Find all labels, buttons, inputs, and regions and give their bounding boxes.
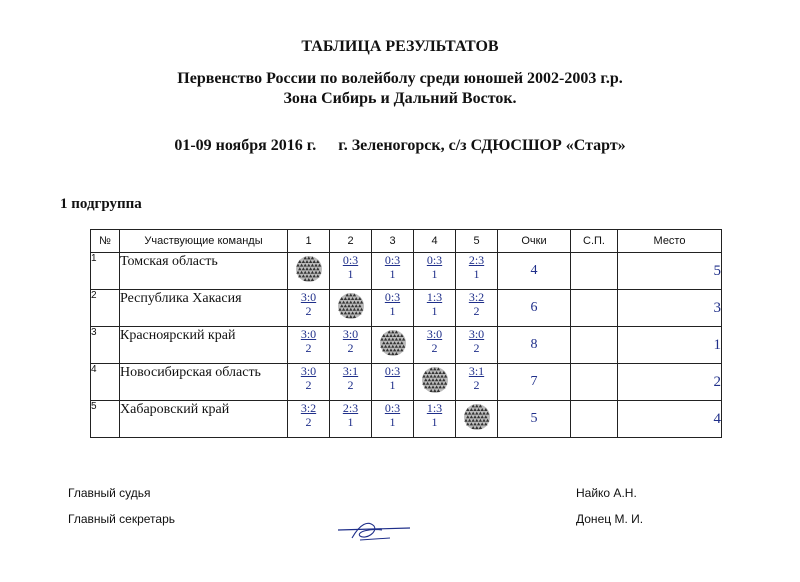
total-points: 4 bbox=[498, 253, 571, 290]
results-table bbox=[90, 229, 722, 438]
final-place: 2 bbox=[618, 364, 722, 401]
chief-secretary-name: Донец М. И. bbox=[576, 512, 644, 526]
match-points: 1 bbox=[431, 267, 438, 281]
match-score: 3:1 bbox=[342, 364, 359, 378]
final-place: 5 bbox=[618, 253, 722, 290]
match-points: 2 bbox=[431, 341, 438, 355]
header-row bbox=[91, 230, 722, 253]
match-result-cell bbox=[456, 253, 498, 290]
final-place: 1 bbox=[618, 327, 722, 364]
chief-judge-label: Главный судья bbox=[68, 486, 151, 500]
self-match-pattern-icon bbox=[295, 255, 323, 283]
match-points: 2 bbox=[473, 378, 480, 392]
self-match-pattern-icon bbox=[421, 366, 449, 394]
row-number: 3 bbox=[91, 327, 120, 364]
self-match-cell bbox=[288, 253, 330, 290]
match-points: 1 bbox=[389, 267, 396, 281]
match-points: 2 bbox=[473, 304, 480, 318]
match-points: 2 bbox=[347, 378, 354, 392]
match-result-cell bbox=[288, 364, 330, 401]
subgroup-label: 1 подгруппа bbox=[60, 196, 142, 212]
match-score: 3:0 bbox=[300, 364, 317, 378]
self-match-cell bbox=[372, 327, 414, 364]
self-match-cell bbox=[414, 364, 456, 401]
match-points: 1 bbox=[389, 378, 396, 392]
total-points: 5 bbox=[498, 401, 571, 438]
match-score: 0:3 bbox=[384, 364, 401, 378]
header-col-5: 5 bbox=[456, 230, 498, 253]
match-score: 0:3 bbox=[342, 253, 359, 267]
signature-mark bbox=[330, 514, 425, 546]
match-score: 1:3 bbox=[426, 401, 443, 415]
header-col-number: № bbox=[91, 230, 120, 253]
match-result-cell bbox=[330, 327, 372, 364]
header-col-teams: Участвующие команды bbox=[120, 230, 288, 253]
table-row bbox=[91, 327, 722, 364]
row-number: 1 bbox=[91, 253, 120, 290]
self-match-pattern-icon bbox=[337, 292, 365, 320]
match-points: 2 bbox=[305, 378, 312, 392]
team-name: Хабаровский край bbox=[120, 401, 288, 438]
match-points: 1 bbox=[473, 267, 480, 281]
match-result-cell bbox=[456, 290, 498, 327]
match-score: 3:0 bbox=[300, 327, 317, 341]
match-score: 3:1 bbox=[468, 364, 485, 378]
team-name: Красноярский край bbox=[120, 327, 288, 364]
match-result-cell bbox=[372, 253, 414, 290]
match-score: 0:3 bbox=[384, 290, 401, 304]
match-points: 1 bbox=[389, 415, 396, 429]
final-place: 3 bbox=[618, 290, 722, 327]
final-place: 4 bbox=[618, 401, 722, 438]
results-body bbox=[91, 253, 722, 438]
total-points: 7 bbox=[498, 364, 571, 401]
championship-name: Первенство России по волейболу среди юношей 2002-2003 г.р. bbox=[177, 70, 623, 87]
sets-ratio bbox=[571, 401, 618, 438]
match-score: 0:3 bbox=[426, 253, 443, 267]
date-venue-line bbox=[0, 137, 800, 155]
header-col-4: 4 bbox=[414, 230, 456, 253]
match-points: 2 bbox=[305, 415, 312, 429]
match-result-cell bbox=[372, 364, 414, 401]
match-points: 2 bbox=[305, 341, 312, 355]
match-result-cell bbox=[330, 364, 372, 401]
header-col-1: 1 bbox=[288, 230, 330, 253]
header-col-3: 3 bbox=[372, 230, 414, 253]
table-row bbox=[91, 290, 722, 327]
row-number: 2 bbox=[91, 290, 120, 327]
self-match-cell bbox=[456, 401, 498, 438]
sets-ratio bbox=[571, 290, 618, 327]
row-number: 5 bbox=[91, 401, 120, 438]
team-name: Республика Хакасия bbox=[120, 290, 288, 327]
chief-judge-name: Найко А.Н. bbox=[576, 486, 637, 500]
match-result-cell bbox=[414, 327, 456, 364]
team-name: Новосибирская область bbox=[120, 364, 288, 401]
match-score: 2:3 bbox=[468, 253, 485, 267]
header-col-place: Место bbox=[618, 230, 722, 253]
match-result-cell bbox=[456, 327, 498, 364]
self-match-pattern-icon bbox=[463, 403, 491, 431]
match-result-cell bbox=[372, 290, 414, 327]
total-points: 6 bbox=[498, 290, 571, 327]
match-points: 2 bbox=[347, 341, 354, 355]
match-result-cell bbox=[288, 327, 330, 364]
match-result-cell bbox=[372, 401, 414, 438]
match-result-cell bbox=[330, 401, 372, 438]
match-result-cell bbox=[288, 290, 330, 327]
match-result-cell bbox=[456, 364, 498, 401]
total-points: 8 bbox=[498, 327, 571, 364]
match-result-cell bbox=[330, 253, 372, 290]
match-score: 3:0 bbox=[468, 327, 485, 341]
table-row bbox=[91, 253, 722, 290]
match-result-cell bbox=[414, 253, 456, 290]
sets-ratio bbox=[571, 364, 618, 401]
sets-ratio bbox=[571, 327, 618, 364]
match-points: 1 bbox=[431, 304, 438, 318]
match-result-cell bbox=[414, 290, 456, 327]
match-score: 1:3 bbox=[426, 290, 443, 304]
match-result-cell bbox=[414, 401, 456, 438]
header-col-2: 2 bbox=[330, 230, 372, 253]
event-venue: г. Зеленогорск, с/з СДЮСШОР «Старт» bbox=[338, 137, 626, 154]
self-match-cell bbox=[330, 290, 372, 327]
match-score: 0:3 bbox=[384, 401, 401, 415]
chief-secretary-label: Главный секретарь bbox=[68, 512, 175, 526]
event-date: 01-09 ноября 2016 г. bbox=[174, 137, 317, 154]
self-match-pattern-icon bbox=[379, 329, 407, 357]
match-score: 3:0 bbox=[300, 290, 317, 304]
match-points: 1 bbox=[347, 415, 354, 429]
match-score: 3:2 bbox=[468, 290, 485, 304]
match-score: 3:0 bbox=[342, 327, 359, 341]
match-score: 2:3 bbox=[342, 401, 359, 415]
row-number: 4 bbox=[91, 364, 120, 401]
match-points: 1 bbox=[389, 304, 396, 318]
header-col-points: Очки bbox=[498, 230, 571, 253]
table-row bbox=[91, 401, 722, 438]
match-points: 2 bbox=[305, 304, 312, 318]
match-result-cell bbox=[288, 401, 330, 438]
match-points: 1 bbox=[431, 415, 438, 429]
table-row bbox=[91, 364, 722, 401]
zone-name: Зона Сибирь и Дальний Восток. bbox=[283, 90, 517, 107]
sets-ratio bbox=[571, 253, 618, 290]
match-score: 0:3 bbox=[384, 253, 401, 267]
match-points: 1 bbox=[347, 267, 354, 281]
header-col-sp: С.П. bbox=[571, 230, 618, 253]
team-name: Томская область bbox=[120, 253, 288, 290]
document-title: ТАБЛИЦА РЕЗУЛЬТАТОВ bbox=[301, 38, 499, 55]
match-points: 2 bbox=[473, 341, 480, 355]
match-score: 3:0 bbox=[426, 327, 443, 341]
match-score: 3:2 bbox=[300, 401, 317, 415]
